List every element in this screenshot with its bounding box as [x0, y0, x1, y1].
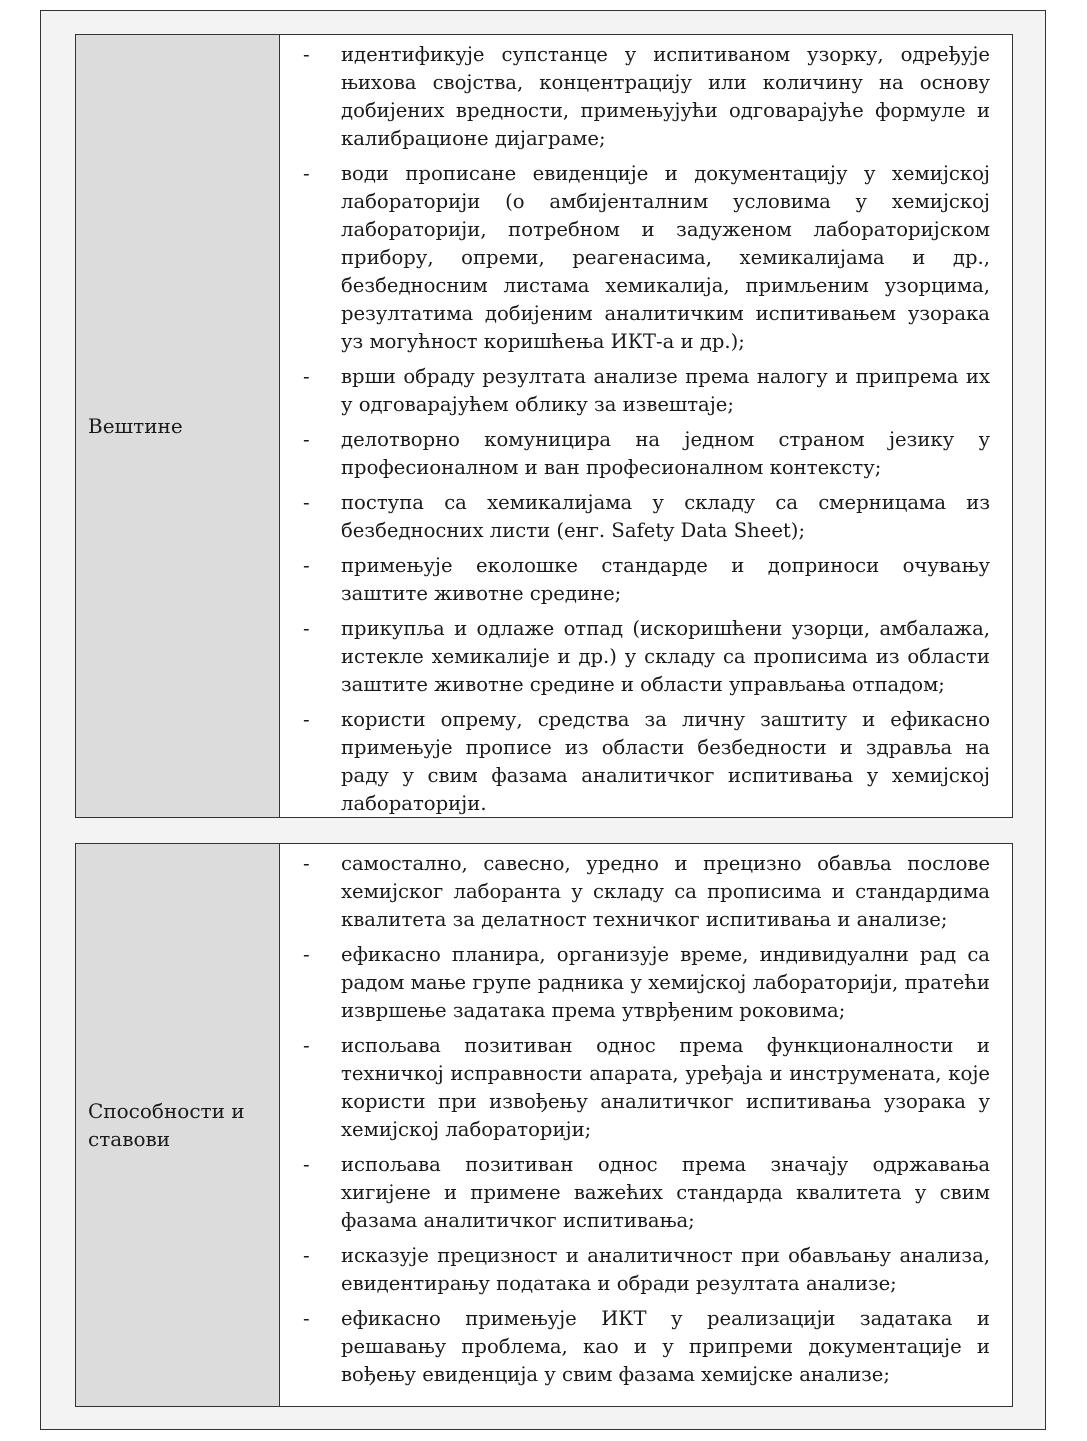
list-item-text: испољава позитиван однос према значају одржавања хигијене и примене важећих стандарда квалитета у свим фазама аналитичког испитивања; — [341, 1153, 990, 1232]
skills-table — [75, 34, 1013, 818]
list-item-text: идентификује супстанце у испитиваном узорку, одређује њихова својства, концентрацију или количину на основу добијених вредности, примењујући одговарајуће формуле и калибрационе дијаграме; — [341, 43, 990, 150]
list-item-text: поступа са хемикалијама у складу са смерницама из безбедносних листи (енг. Safety Data Sheet); — [341, 491, 990, 542]
list-item — [300, 160, 990, 356]
bullet-dash: - — [303, 43, 310, 66]
list-item — [300, 1242, 990, 1298]
list-item-text: испољава позитиван однос према функционалности и техничкој исправности апарата, уређаја и инструмената, које користи при извођењу аналитичког испитивања узорака у хемијској лабораторији; — [341, 1034, 990, 1141]
list-item-text: ефикасно примењује ИКТ у реализацији задатака и решавању проблема, као и у припреми документације и вођењу евиденција у свим фазама хемијске анализе; — [341, 1307, 990, 1386]
bullet-dash: - — [303, 852, 310, 875]
list-item-text: врши обраду резултата анализе према налогу и припрема их у одговарајућем облику за извештаје; — [341, 365, 990, 416]
abilities-label: Способности и ставови — [88, 1099, 245, 1151]
list-item-text: користи опрему, средства за личну заштиту и ефикасно примењује прописе из области безбедности и здравља на раду у свим фазама аналитичког испитивања у хемијској лабораторији. — [341, 708, 990, 815]
bullet-dash: - — [303, 554, 310, 577]
list-item-text: делотворно комуницира на једном страном језику у професионалном и ван професионалном контексту; — [341, 428, 990, 479]
bullet-dash: - — [303, 491, 310, 514]
abilities-label-cell — [76, 844, 280, 1406]
bullet-dash: - — [303, 1153, 310, 1176]
list-item — [300, 1305, 990, 1389]
list-item — [300, 850, 990, 934]
list-item — [300, 1032, 990, 1144]
list-item-text: прикупља и одлаже отпад (искоришћени узорци, амбалажа, истекле хемикалије и др.) у складу са прописима из области заштите животне средине и области управљања отпадом; — [341, 617, 990, 696]
bullet-dash: - — [303, 365, 310, 388]
list-item — [300, 41, 990, 153]
abilities-list — [300, 850, 990, 1389]
skills-label: Вештине — [88, 414, 183, 438]
list-item — [300, 489, 990, 545]
abilities-content-cell — [280, 844, 1012, 1406]
bullet-dash: - — [303, 428, 310, 451]
skills-content-cell — [280, 35, 1012, 817]
list-item-text: примењује еколошке стандарде и доприноси очувању заштите животне средине; — [341, 554, 990, 605]
list-item — [300, 1151, 990, 1235]
bullet-dash: - — [303, 1034, 310, 1057]
list-item-text: ефикасно планира, организује време, индивидуални рад са радом мање групе радника у хемијској лабораторији, пратећи извршење задатака према утврђеним роковима; — [341, 943, 990, 1022]
bullet-dash: - — [303, 1244, 310, 1267]
list-item-text: исказује прецизност и аналитичност при обављању анализа, евидентирању података и обради резултата анализе; — [341, 1244, 990, 1295]
abilities-table — [75, 843, 1013, 1407]
list-item-text: води прописане евиденције и документацију у хемијској лабораторији (о амбијенталним условима у хемијској лабораторији, потребном и задуженом лабораторијском прибору, опреми, реагенасима, хемикалијама и др., безбедносним листама хемикалија, примљеним узорцима, резултатима добијеним аналитичким испитивањем узорака уз могућност коришћења ИКТ-а и др.); — [341, 162, 990, 353]
bullet-dash: - — [303, 1307, 310, 1330]
list-item — [300, 615, 990, 699]
list-item — [300, 363, 990, 419]
bullet-dash: - — [303, 708, 310, 731]
list-item — [300, 706, 990, 818]
list-item — [300, 426, 990, 482]
skills-list — [300, 41, 990, 818]
bullet-dash: - — [303, 943, 310, 966]
list-item — [300, 552, 990, 608]
bullet-dash: - — [303, 162, 310, 185]
bullet-dash: - — [303, 617, 310, 640]
skills-label-cell — [76, 35, 280, 817]
list-item-text: самостално, савесно, уредно и прецизно обавља послове хемијског лаборанта у складу са прописима и стандардима квалитета за делатност техничког испитивања и анализе; — [341, 852, 990, 931]
list-item — [300, 941, 990, 1025]
